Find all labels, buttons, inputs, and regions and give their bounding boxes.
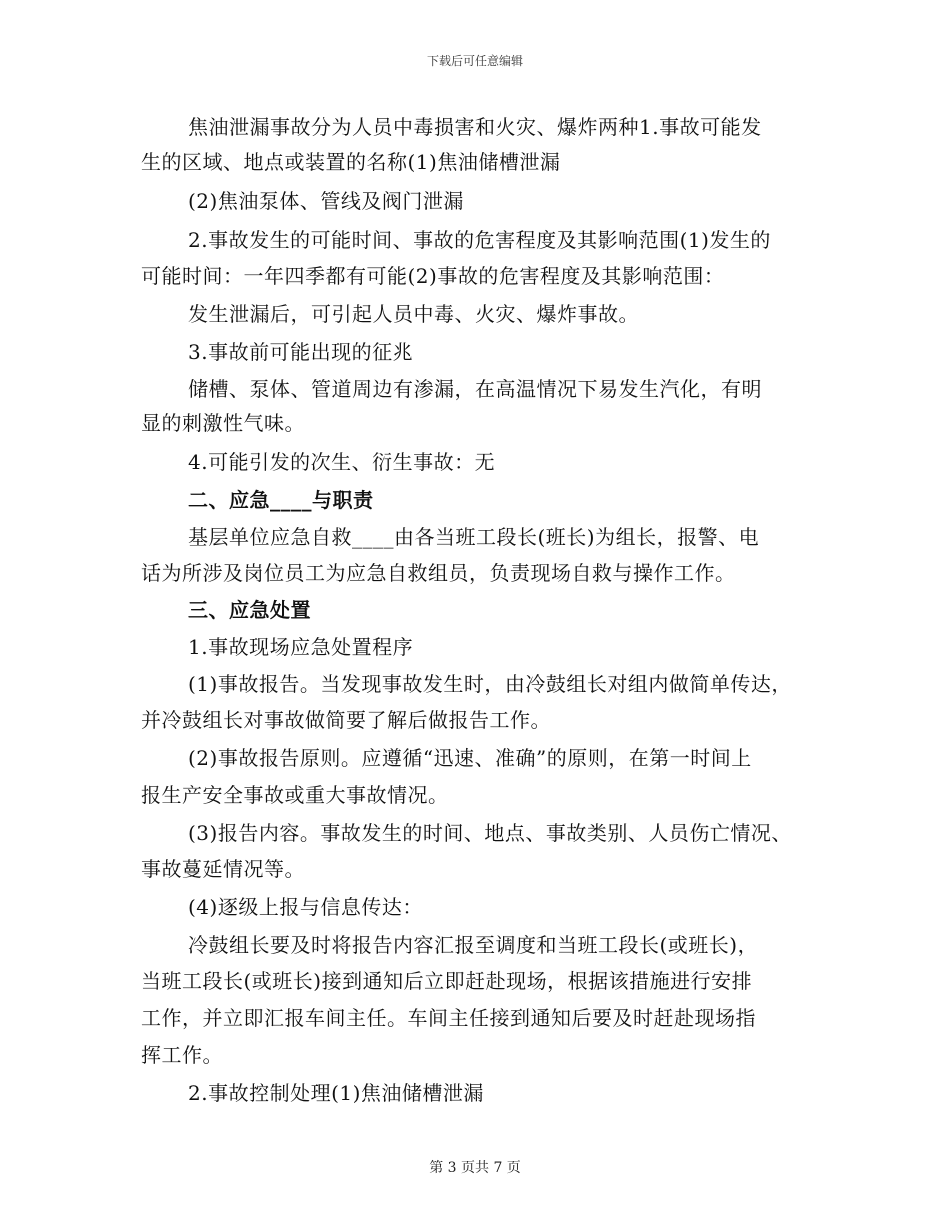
text-line: 并冷鼓组长对事故做简要了解后做报告工作。 [141, 708, 551, 732]
text-line: 事故蔓延情况等。 [141, 857, 305, 881]
text-line: 3.事故前可能出现的征兆 [188, 340, 414, 364]
page-header: 下载后可任意编辑 [426, 54, 523, 68]
text-line: (1)事故报告。当发现事故发生时，由冷鼓组长对组内做简单传达， [188, 672, 792, 696]
text-line: 可能时间：一年四季都有可能(2)事故的危害程度及其影响范围： [141, 264, 725, 288]
text-line: 挥工作。 [141, 1043, 223, 1067]
text-line: (3)报告内容。事故发生的时间、地点、事故类别、人员伤亡情况、 [188, 821, 792, 845]
page-footer: 第 3 页共 7 页 [429, 1160, 521, 1176]
text-line: 基层单位应急自救____由各当班工段长(班长)为组长，报警、电 [188, 525, 760, 549]
text-line: 焦油泄漏事故分为人员中毒损害和火灾、爆炸两种1.事故可能发 [188, 115, 762, 139]
text-line: 1.事故现场应急处置程序 [188, 635, 414, 659]
section-heading: 二、应急____与职责 [188, 488, 374, 512]
text-line: (2)事故报告原则。应遵循“迅速、准确”的原则，在第一时间上 [188, 746, 752, 770]
text-line: (4)逐级上报与信息传达： [188, 895, 423, 919]
text-line: 2.事故控制处理(1)焦油储槽泄漏 [188, 1081, 484, 1105]
text-line: 2.事故发生的可能时间、事故的危害程度及其影响范围(1)发生的 [188, 228, 771, 252]
text-line: 储槽、泵体、管道周边有渗漏，在高温情况下易发生汽化，有明 [188, 377, 762, 401]
text-line: 报生产安全事故或重大事故情况。 [141, 783, 449, 807]
text-line: 发生泄漏后，可引起人员中毒、火灾、爆炸事故。 [188, 302, 639, 326]
text-line: 话为所涉及岗位员工为应急自救组员，负责现场自救与操作工作。 [141, 561, 736, 585]
text-line: 当班工段长(或班长)接到通知后立即赶赴现场，根据该措施进行安排 [141, 969, 753, 993]
text-line: 4.可能引发的次生、衍生事故：无 [188, 450, 496, 474]
text-line: 工作，并立即汇报车间主任。车间主任接到通知后要及时赶赴现场指 [141, 1006, 756, 1030]
text-line: (2)焦油泵体、管线及阀门泄漏 [188, 189, 464, 213]
text-line: 显的刺激性气味。 [141, 411, 305, 435]
section-heading: 三、应急处置 [188, 598, 311, 622]
text-line: 冷鼓组长要及时将报告内容汇报至调度和当班工段长(或班长)， [188, 933, 759, 957]
text-line: 生的区域、地点或装置的名称(1)焦油储槽泄漏 [141, 150, 561, 174]
